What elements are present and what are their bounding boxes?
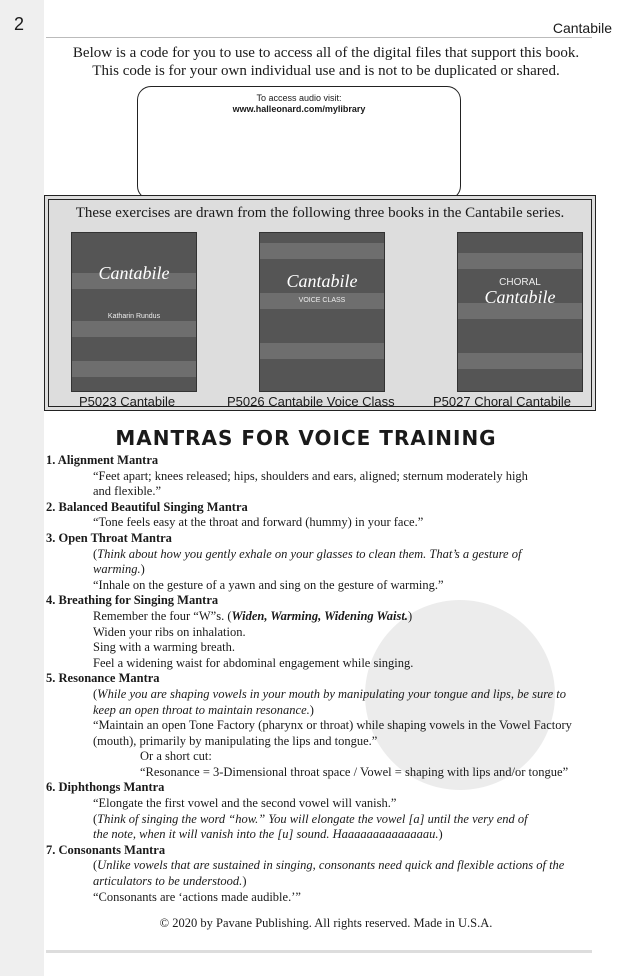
mantra-text: “Tone feels easy at the throat and forward (hummy) in your face.” bbox=[93, 515, 424, 530]
cover-subtitle: Katharin Rundus bbox=[107, 313, 161, 320]
mantra-text: Or a short cut: bbox=[140, 749, 212, 764]
cover-title: Cantabile bbox=[286, 271, 358, 291]
mantra-text: Feel a widening waist for abdominal engagement while singing. bbox=[93, 655, 414, 670]
mantra-text: keep an open throat to maintain resonance.) bbox=[93, 702, 314, 717]
intro-text bbox=[46, 44, 606, 80]
page-number: 2 bbox=[14, 14, 25, 34]
mantra-title: 6. Diphthongs Mantra bbox=[46, 780, 165, 795]
mantra-text: Sing with a warming breath. bbox=[93, 640, 235, 655]
mantra-text: (While you are shaping vowels in your mouth by manipulating your tongue and lips, be sure to bbox=[93, 686, 566, 701]
section-heading: MANTRAS FOR VOICE TRAINING bbox=[115, 426, 497, 450]
book-caption: P5026 Cantabile Voice Class bbox=[227, 394, 395, 409]
mantra-text: and flexible.” bbox=[93, 484, 162, 499]
mantra-text: articulators to be understood.) bbox=[93, 874, 247, 889]
mantra-text: Widen your ribs on inhalation. bbox=[93, 624, 246, 639]
mantra-text: “Feet apart; knees released; hips, shoulders and ears, aligned; sternum moderately high bbox=[93, 468, 528, 483]
book-cover-voice-class bbox=[259, 232, 385, 392]
book-cover-choral bbox=[457, 232, 583, 392]
mantra-text: warming.) bbox=[93, 562, 145, 577]
cover-subtitle: CHORAL bbox=[499, 277, 541, 288]
mantra-text: (mouth), primarily by manipulating the lips and tongue.” bbox=[93, 733, 378, 748]
mantra-text: Remember the four “W”s. (Widen, Warming, Widening Waist.) bbox=[93, 608, 413, 623]
cover-title: Cantabile bbox=[484, 287, 556, 307]
mantra-text: “Resonance = 3-Dimensional throat space / Vowel = shaping with lips and/or tongue” bbox=[140, 764, 569, 779]
top-rule bbox=[46, 37, 592, 38]
mantra-text: “Maintain an open Tone Factory (pharynx or throat) while shaping vowels in the Vowel Factory bbox=[93, 718, 572, 733]
mantra-title: 1. Alignment Mantra bbox=[46, 453, 159, 467]
bottom-rule bbox=[46, 950, 592, 953]
mantra-text: (Think of singing the word “how.” You will elongate the vowel [a] until the very end of bbox=[93, 811, 528, 826]
page-gutter bbox=[0, 0, 44, 976]
book-caption: P5027 Choral Cantabile bbox=[433, 394, 572, 409]
mantra-text: (Think about how you gently exhale on your glasses to clean them. That’s a gesture of bbox=[93, 546, 522, 561]
running-head: Cantabile bbox=[552, 20, 612, 36]
mantra-title: 4. Breathing for Singing Mantra bbox=[46, 593, 219, 608]
books-panel bbox=[44, 195, 596, 411]
book-cover-cantabile bbox=[71, 232, 197, 392]
mantra-text: “Inhale on the gesture of a yawn and sing on the gesture of warming.” bbox=[93, 577, 444, 592]
access-label: To access audio visit: bbox=[256, 93, 342, 103]
mantra-title: 2. Balanced Beautiful Singing Mantra bbox=[46, 499, 248, 514]
mantra-text: “Consonants are ‘actions made audible.’” bbox=[93, 889, 301, 904]
intro-line: Below is a code for you to use to access all of the digital files that support this book. bbox=[72, 45, 580, 61]
cover-subtitle: VOICE CLASS bbox=[298, 297, 346, 304]
copyright-footer: © 2020 by Pavane Publishing. All rights reserved. Made in U.S.A. bbox=[159, 916, 493, 930]
access-code-box bbox=[137, 86, 461, 200]
mantra-title: 3. Open Throat Mantra bbox=[46, 530, 172, 545]
mantra-title: 7. Consonants Mantra bbox=[46, 842, 166, 857]
mantra-title: 5. Resonance Mantra bbox=[46, 671, 160, 686]
mantras-list bbox=[46, 453, 594, 905]
mantra-text: “Elongate the first vowel and the second vowel will vanish.” bbox=[93, 796, 397, 811]
mantra-text: (Unlike vowels that are sustained in singing, consonants need quick and flexible actions of the bbox=[93, 858, 565, 873]
intro-line: This code is for your own individual use and is not to be duplicated or shared. bbox=[92, 63, 560, 79]
mantra-text: the note, when it will vanish into the [u] sound. Haaaaaaaaaaaaaau.) bbox=[93, 827, 443, 842]
book-caption: P5023 Cantabile bbox=[79, 394, 176, 409]
books-title: These exercises are drawn from the following three books in the Cantabile series. bbox=[75, 205, 565, 221]
access-url[interactable]: www.halleonard.com/mylibrary bbox=[232, 104, 366, 114]
cover-title: Cantabile bbox=[98, 263, 170, 283]
